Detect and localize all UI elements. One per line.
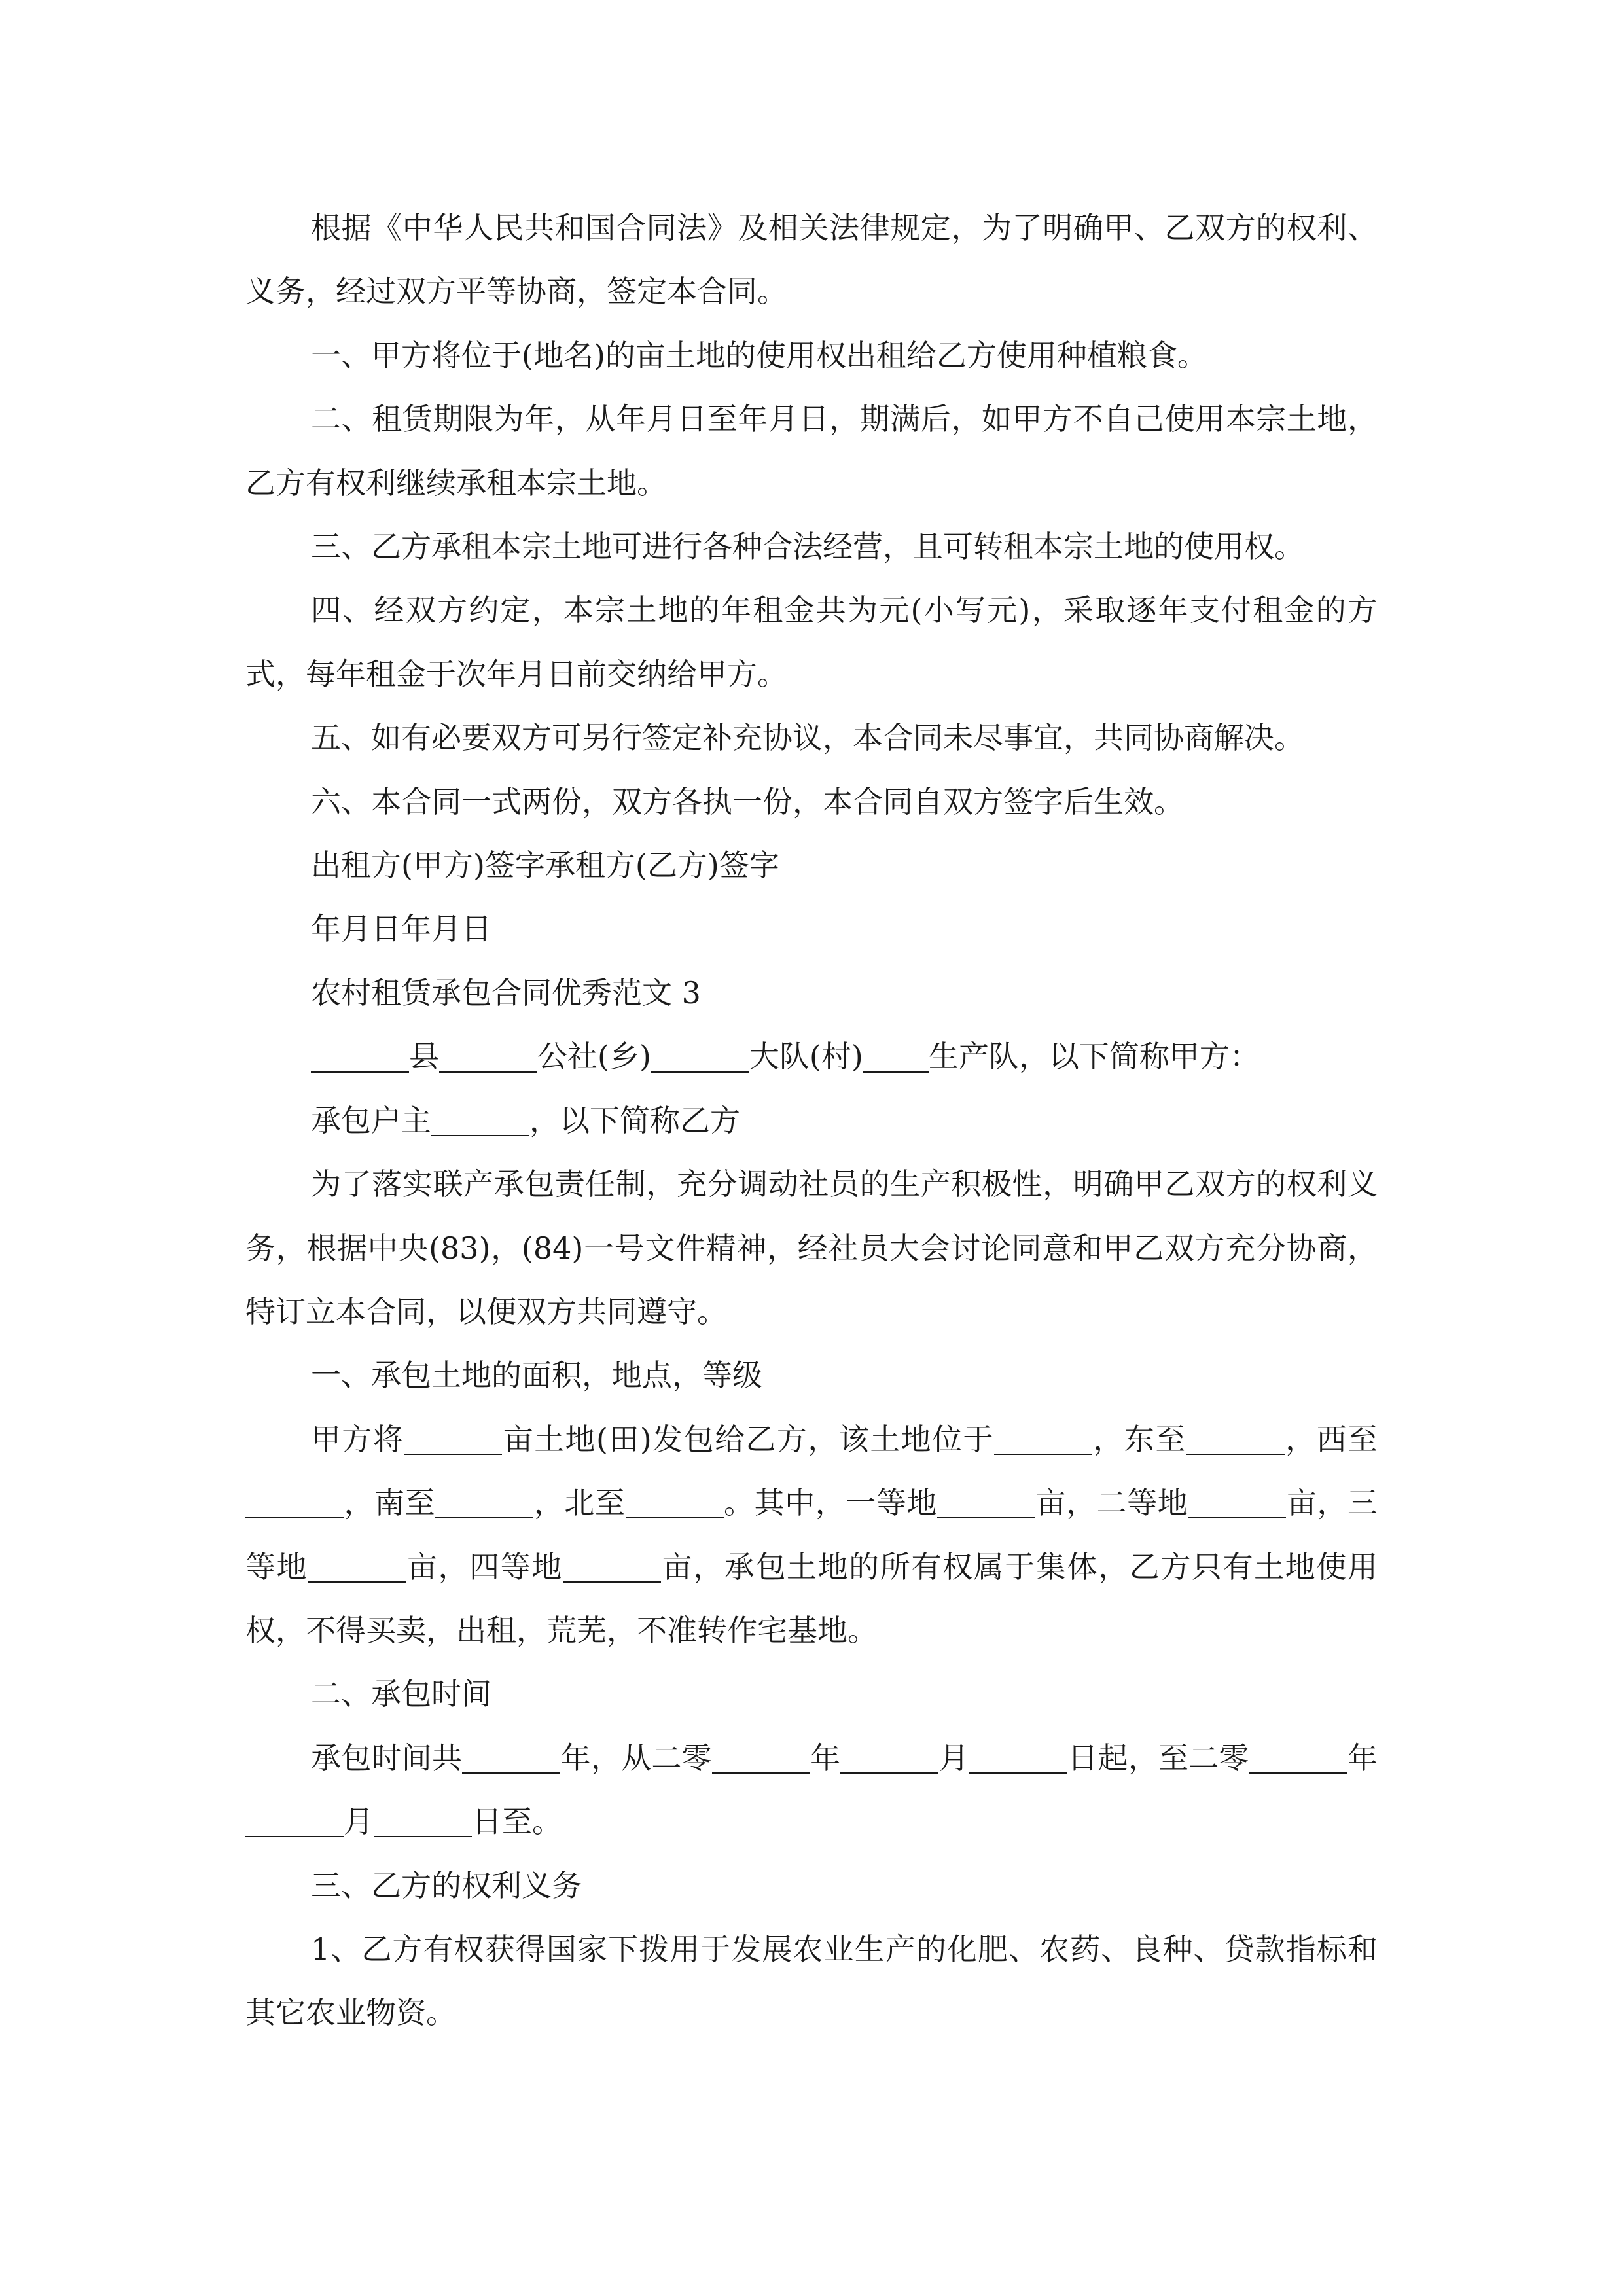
text-county: 县 (409, 1039, 439, 1075)
blank-start-day[interactable] (969, 1741, 1067, 1774)
blank-start-year[interactable] (712, 1741, 810, 1774)
term-text-1: 承包时间共 (311, 1740, 463, 1776)
heading-rights: 三、乙方的权利义务 (311, 1867, 582, 1903)
party-a-line (245, 1025, 1378, 1088)
land-text-7: 。其中，一等地 (723, 1485, 937, 1521)
clause-4: 四、经双方约定，本宗土地的年租金共为元(小写元)，采取逐年支付租金的方式，每年租金于次年月日前交纳给甲方。 (245, 592, 1378, 692)
term-text-2: 年，从二零 (560, 1740, 712, 1776)
blank-county[interactable] (311, 1039, 409, 1072)
clause-5: 五、如有必要双方可另行签定补充协议，本合同未尽事宜，共同协商解决。 (311, 720, 1304, 756)
land-details-paragraph (245, 1408, 1378, 1663)
blank-east[interactable] (1186, 1422, 1285, 1455)
blank-grade-1[interactable] (937, 1486, 1035, 1518)
clause-2: 二、租赁期限为年，从年月日至年月日，期满后，如甲方不自己使用本宗土地，乙方有权利继续承租本宗土地。 (245, 401, 1378, 501)
section-title: 农村租赁承包合同优秀范文 3 (311, 975, 701, 1011)
purpose-paragraph: 为了落实联产承包责任制，充分调动社员的生产积极性，明确甲乙双方的权利义务，根据中央(83)，(84)一号文件精神，经社员大会讨论同意和甲乙双方充分协商，特订立本合同，以便双方共同遵守。 (245, 1166, 1378, 1329)
clause-3: 三、乙方承租本宗土地可进行各种合法经营，且可转租本宗土地的使用权。 (311, 529, 1304, 565)
blank-householder[interactable] (431, 1103, 529, 1136)
text-team: 生产队，以下简称甲方： (928, 1039, 1260, 1075)
party-b-line (245, 1089, 1378, 1153)
signature-line: 出租方(甲方)签字承租方(乙方)签字 (311, 848, 779, 884)
blank-location[interactable] (994, 1422, 1092, 1455)
rights-item-1: 1、乙方有权获得国家下拨用于发展农业生产的化肥、农药、良种、贷款指标和其它农业物资。 (245, 1931, 1378, 2031)
land-text-3: ，东至 (1092, 1421, 1186, 1457)
land-text-6: ，北至 (533, 1485, 626, 1521)
blank-south[interactable] (435, 1486, 533, 1518)
term-text-8: 日至。 (472, 1804, 562, 1840)
intro-paragraph: 根据《中华人民共和国合同法》及相关法律规定，为了明确甲、乙双方的权利、义务，经过双方平等协商，签定本合同。 (245, 210, 1378, 310)
blank-grade-2[interactable] (1188, 1486, 1286, 1518)
blank-north[interactable] (626, 1486, 724, 1518)
text-householder: 承包户主 (311, 1102, 431, 1138)
clause-6: 六、本合同一式两份，双方各执一份，本合同自双方签字后生效。 (311, 783, 1184, 819)
text-commune: 公社(乡) (537, 1039, 651, 1075)
term-text-3: 年 (810, 1740, 841, 1776)
blank-end-month[interactable] (245, 1804, 344, 1837)
blank-west[interactable] (245, 1486, 344, 1518)
heading-land: 一、承包土地的面积，地点，等级 (311, 1357, 762, 1393)
term-text-7: 月 (344, 1804, 374, 1840)
date-line: 年月日年月日 (311, 911, 491, 947)
land-text-2: 亩土地(田)发包给乙方，该土地位于 (502, 1421, 994, 1457)
land-text-9: 亩，三等地 (245, 1485, 1378, 1585)
clause-1: 一、甲方将位于(地名)的亩土地的使用权出租给乙方使用种植粮食。 (311, 337, 1207, 373)
blank-grade-3[interactable] (308, 1550, 406, 1583)
blank-area[interactable] (404, 1422, 502, 1455)
land-text-5: ，南至 (344, 1485, 436, 1521)
blank-start-month[interactable] (840, 1741, 938, 1774)
blank-end-day[interactable] (374, 1804, 472, 1837)
text-brigade: 大队(村) (749, 1039, 863, 1075)
land-text-10: 亩，四等地 (406, 1549, 563, 1585)
land-text-1: 甲方将 (311, 1421, 404, 1457)
term-text-4: 月 (938, 1740, 969, 1776)
term-paragraph (245, 1727, 1378, 1854)
text-party-b: ，以下简称乙方 (529, 1102, 740, 1138)
blank-years[interactable] (462, 1741, 560, 1774)
blank-end-year[interactable] (1249, 1741, 1347, 1774)
term-text-6: 年 (1347, 1740, 1378, 1776)
blank-grade-4[interactable] (563, 1550, 661, 1583)
land-text-11: 亩，承包土地的所有权属于集体，乙方只有土地使用权，不得买卖，出租，荒芜，不准转作宅基地。 (245, 1549, 1378, 1648)
land-text-4: ，西至 (1284, 1421, 1378, 1457)
blank-team[interactable] (863, 1039, 929, 1072)
land-text-8: 亩，二等地 (1035, 1485, 1188, 1521)
contract-body (245, 196, 1378, 2045)
heading-term: 二、承包时间 (311, 1676, 491, 1712)
blank-brigade[interactable] (651, 1039, 749, 1072)
blank-commune[interactable] (439, 1039, 537, 1072)
term-text-5: 日起，至二零 (1067, 1740, 1249, 1776)
